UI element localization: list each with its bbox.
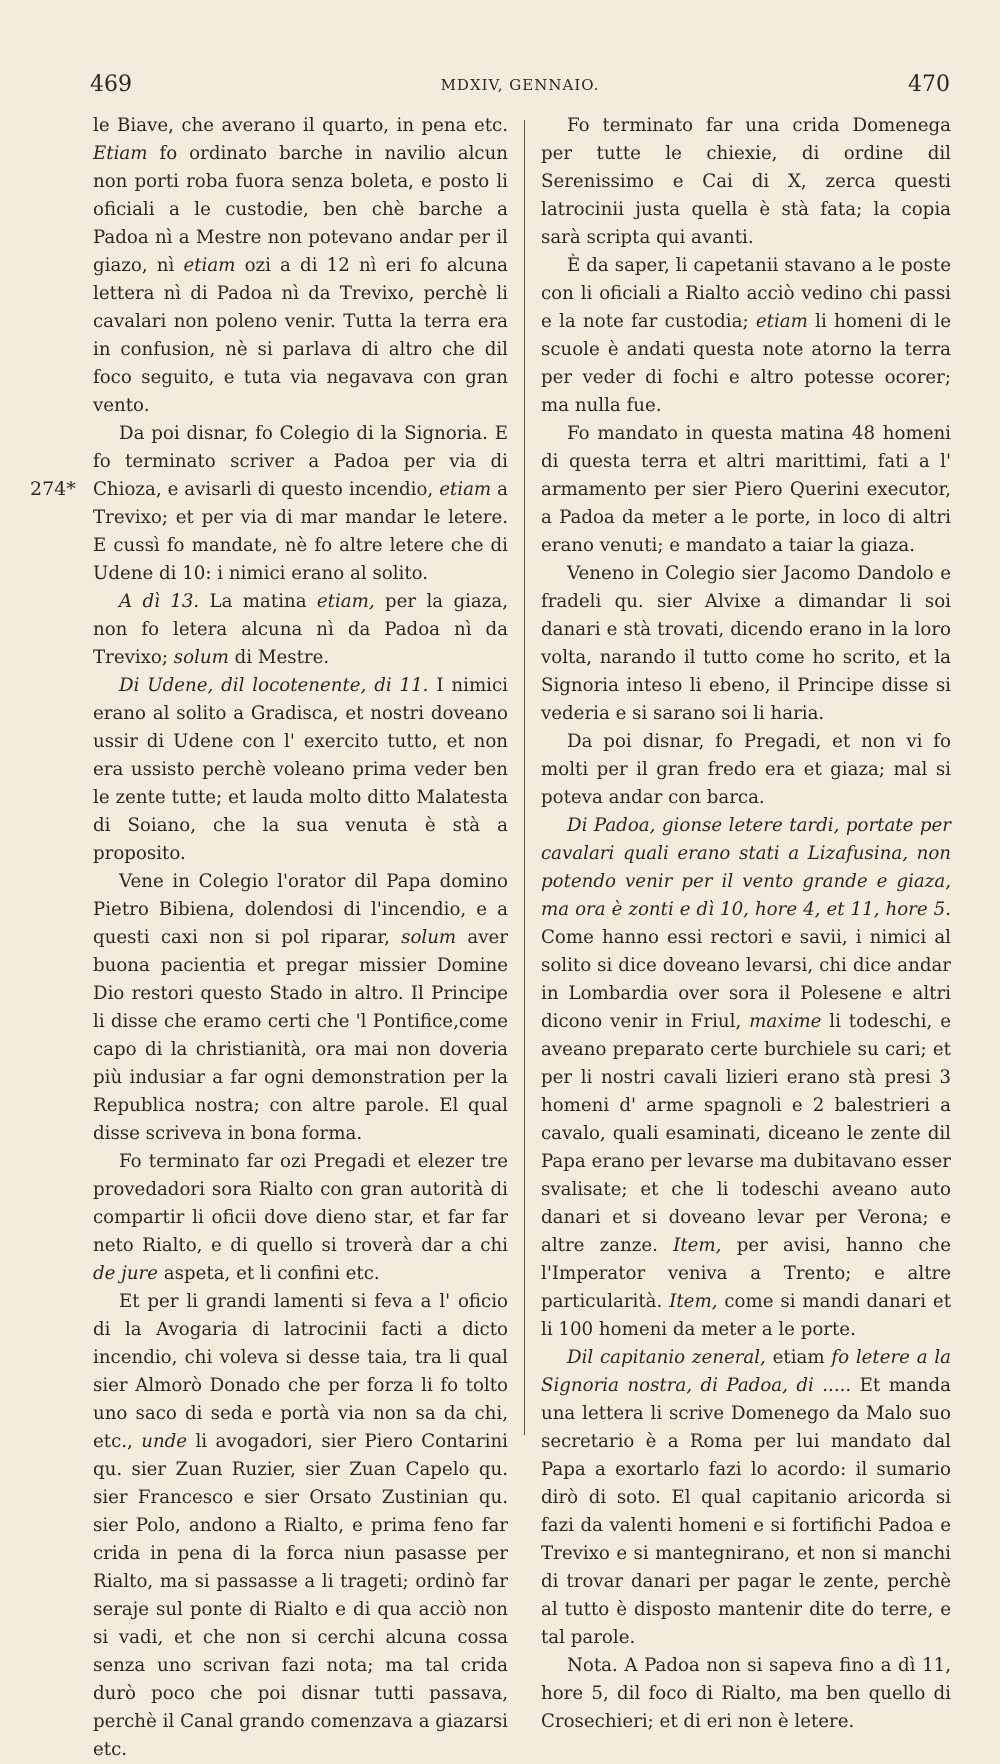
text-run: etiam, xyxy=(316,591,375,612)
text-run: per la giaza, non fo letera alcuna nì da Padoa nì da Trevixo; xyxy=(93,591,508,668)
text-run: solum xyxy=(173,647,229,668)
paragraph xyxy=(93,1148,508,1288)
text-run: A dì 13. xyxy=(119,591,200,612)
text-run: solum xyxy=(401,927,457,948)
text-run: fo ordinato barche in navilio alcun non porti roba fuora senza boleta, e posto li oficiali a le custodie, ben chè barche a Padoa nì a Mestre non potevano andar per il giazo, nì xyxy=(93,143,508,276)
paragraph xyxy=(541,812,951,1344)
paragraph xyxy=(93,588,508,672)
text-run: etiam xyxy=(765,1347,832,1368)
text-run: unde xyxy=(141,1431,188,1452)
text-run: Etiam xyxy=(93,143,148,164)
text-run: Item, xyxy=(673,1235,722,1256)
text-run: Da poi disnar, fo Colegio di la Signoria. E fo terminato scriver a Padoa per via di Chioza, e avisarli di questo incendio, xyxy=(93,423,508,500)
text-run: Veneno in Colegio sier Jacomo Dandolo e fradeli qu. sier Alvixe a dimandar li soi danari e stà trovati, dicendo erano in la loro volta, narando il tutto come ho scrito, et la Signoria inteso li ebeno, il Principe disse si vederia e si sarano soi li haria. xyxy=(541,563,951,724)
text-run: a Trevixo; et per via di mar mandar le letere. E cussì fo mandate, nè fo altre letere che di Udene di 10: i nimici erano al solito. xyxy=(93,479,508,584)
text-run: Fo terminato far una crida Domenega per tutte le chiexie, di ordine dil Serenissimo e Cai di X, zerca questi latrocinii justa quella è stà fata; la copia sarà scripta qui avanti. xyxy=(541,115,951,248)
text-run: di Mestre. xyxy=(228,647,330,668)
text-run: li todeschi, e aveano preparato certe burchiele su cari; et per li nostri cavali lizieri erano stà presi 3 homeni d' arme spagnoli e 2 balestrieri a cavalo, quali esaminati, diceano le zente dil Papa erano per levarse ma dubitavano esser svalisate; et che li todeschi aveano auto danari et si doveano levar per Verona; e altre zanze. xyxy=(541,1011,951,1256)
text-run: maxime xyxy=(749,1011,822,1032)
left-column xyxy=(93,112,508,1764)
text-run: È da saper, li capetanii stavano a le poste con li oficiali a Rialto acciò vedino chi passi e la note far custodia; xyxy=(541,255,951,332)
text-run: per avisi, hanno che l'Imperator veniva a Trento; e altre particularità. xyxy=(541,1235,951,1312)
paragraph xyxy=(541,252,951,420)
paragraph xyxy=(541,728,951,812)
paragraph xyxy=(541,1344,951,1652)
margin-folio-note: 274* xyxy=(30,478,76,500)
text-run: de jure xyxy=(93,1263,158,1284)
text-run: aver buona pacientia et pregar missier Domine Dio restori questo Stado in altro. Il Principe li disse che eramo certi che 'l Pontifice,come capo di la christianità, ora mai non doveria più indusiar a far ogni demonstration per la Republica nostra; con altre parole. El qual disse scriveva in bona forma. xyxy=(93,927,508,1144)
text-run: La matina xyxy=(199,591,317,612)
text-run: Fo terminato far ozi Pregadi et elezer tre provedadori sora Rialto con gran autorità di compartir li oficii dove dieno star, et far far neto Rialto, e di quello si troverà dar a chi xyxy=(93,1151,508,1256)
text-run: Di Udene, dil locotenente, di 11. xyxy=(119,675,429,696)
text-run: I nimici erano al solito a Gradisca, et nostri doveano ussir di Udene con l' exercito tutto, et non era ussisto perchè voleano prima veder ben le zente tutte; et lauda molto ditto Malatesta di Soiano, che la sua venuta è stà a proposito. xyxy=(93,675,509,864)
text-run: Come hanno essi rectori e savii, i nimici al solito si dice doveano levarsi, chi dice andar in Lombardia over sora il Polesene e altri dicono venir in Friul, xyxy=(541,927,951,1032)
paragraph xyxy=(93,1288,508,1764)
text-run: Da poi disnar, fo Pregadi, et non vi fo molti per il gran fredo era et giaza; mal si poteva andar con barca. xyxy=(541,731,951,808)
text-run: li avogadori, sier Piero Contarini qu. sier Zuan Ruzier, sier Zuan Capelo qu. sier Francesco e sier Orsato Zustinian qu. sier Polo, andono a Rialto, e prima feno far crida in pena di la forca niun pasasse per Rialto, ma si passasse a li trageti; ordinò far seraje sul ponte di Rialto e di qua acciò non si vadi, et che non si cerchi alcuna cossa senza uno scrivan fazi nota; ma tal crida durò poco che poi disnar tutti passava, perchè il Canal grando comenzava a giazarsi etc. xyxy=(93,1431,508,1760)
paragraph xyxy=(93,420,508,588)
text-run: le Biave, che averano il quarto, in pena etc. xyxy=(93,115,508,136)
text-run: Et manda una lettera li scrive Domenego da Malo suo secretario è a Roma per lui mandato dal Papa a exortarlo fazi lo acordo: il sumario dirò di soto. El qual capitanio aricorda si fazi da valenti homeni e si fortifichi Padoa e Trevixo e si mantegnirano, et non si manchi di trovar danari per pagar le zente, perchè al tutto è disposto mantenir dite do terre, e tal parole. xyxy=(541,1375,951,1648)
paragraph xyxy=(541,560,951,728)
text-run: Et per li grandi lamenti si feva a l' oficio di la Avogaria di latrocinii facti a dicto incendio, chi voleva si desse taia, tra li qual sier Almorò Donado che per forza li fo tolto uno saco di seda e portà via non sa da chi, etc., xyxy=(93,1291,508,1452)
text-run: Di Padoa, gionse letere tardi, portate per cavalari quali erano stati a Lizafusina, non potendo venir per il vento grande e giaza, ma ora è zonti e dì 10, hore 4, et 11, hore 5. xyxy=(541,815,951,920)
text-run: Fo mandato in questa matina 48 homeni di questa terra et altri marittimi, fati a l' armamento per sier Piero Querini executor, a Padoa da meter a le porte, in loco di altri erano venuti; e mandato a taiar la giaza. xyxy=(541,423,951,556)
text-run: Item, xyxy=(669,1291,718,1312)
paragraph xyxy=(93,672,508,868)
page-number-left: 469 xyxy=(90,72,132,97)
paragraph xyxy=(93,112,508,420)
right-column xyxy=(541,112,951,1736)
text-run: etiam xyxy=(755,311,808,332)
text-run: fo letere a la Signoria nostra, di Padoa, di ..... xyxy=(541,1347,951,1396)
text-run: etiam xyxy=(439,479,492,500)
text-run: etiam xyxy=(183,255,236,276)
running-title: MDXIV, GENNAIO. xyxy=(440,76,600,94)
page-number-right: 470 xyxy=(908,72,950,97)
text-run: ozi a di 12 nì eri fo alcuna lettera nì di Padoa nì da Trevixo, perchè li cavalari non poleno venir. Tutta la terra era in confusion, nè si parlava di altro che dil foco seguito, e tuta via negavava con gran vento. xyxy=(93,255,508,416)
paragraph xyxy=(541,420,951,560)
text-run: Nota. A Padoa non si sapeva fino a dì 11, hore 5, dil foco di Rialto, ma ben quello di Crosechieri; et di eri non è letere. xyxy=(541,1655,951,1732)
text-run: Dil capitanio zeneral, xyxy=(567,1347,766,1368)
page-header xyxy=(90,64,950,104)
paragraph xyxy=(93,868,508,1148)
paragraph xyxy=(541,1652,951,1736)
text-run: come si mandi danari et li 100 homeni da meter a le porte. xyxy=(541,1291,952,1340)
column-divider xyxy=(524,120,525,1435)
text-run: Vene in Colegio l'orator dil Papa domino Pietro Bibiena, dolendosi di l'incendio, e a questi caxi non si pol riparar, xyxy=(93,871,508,948)
paragraph xyxy=(541,112,951,252)
text-run: aspeta, et li confini etc. xyxy=(158,1263,380,1284)
text-run: li homeni di le scuole è andati questa note atorno la terra per veder di fochi e altro potesse ocorer; ma nulla fue. xyxy=(541,311,951,416)
